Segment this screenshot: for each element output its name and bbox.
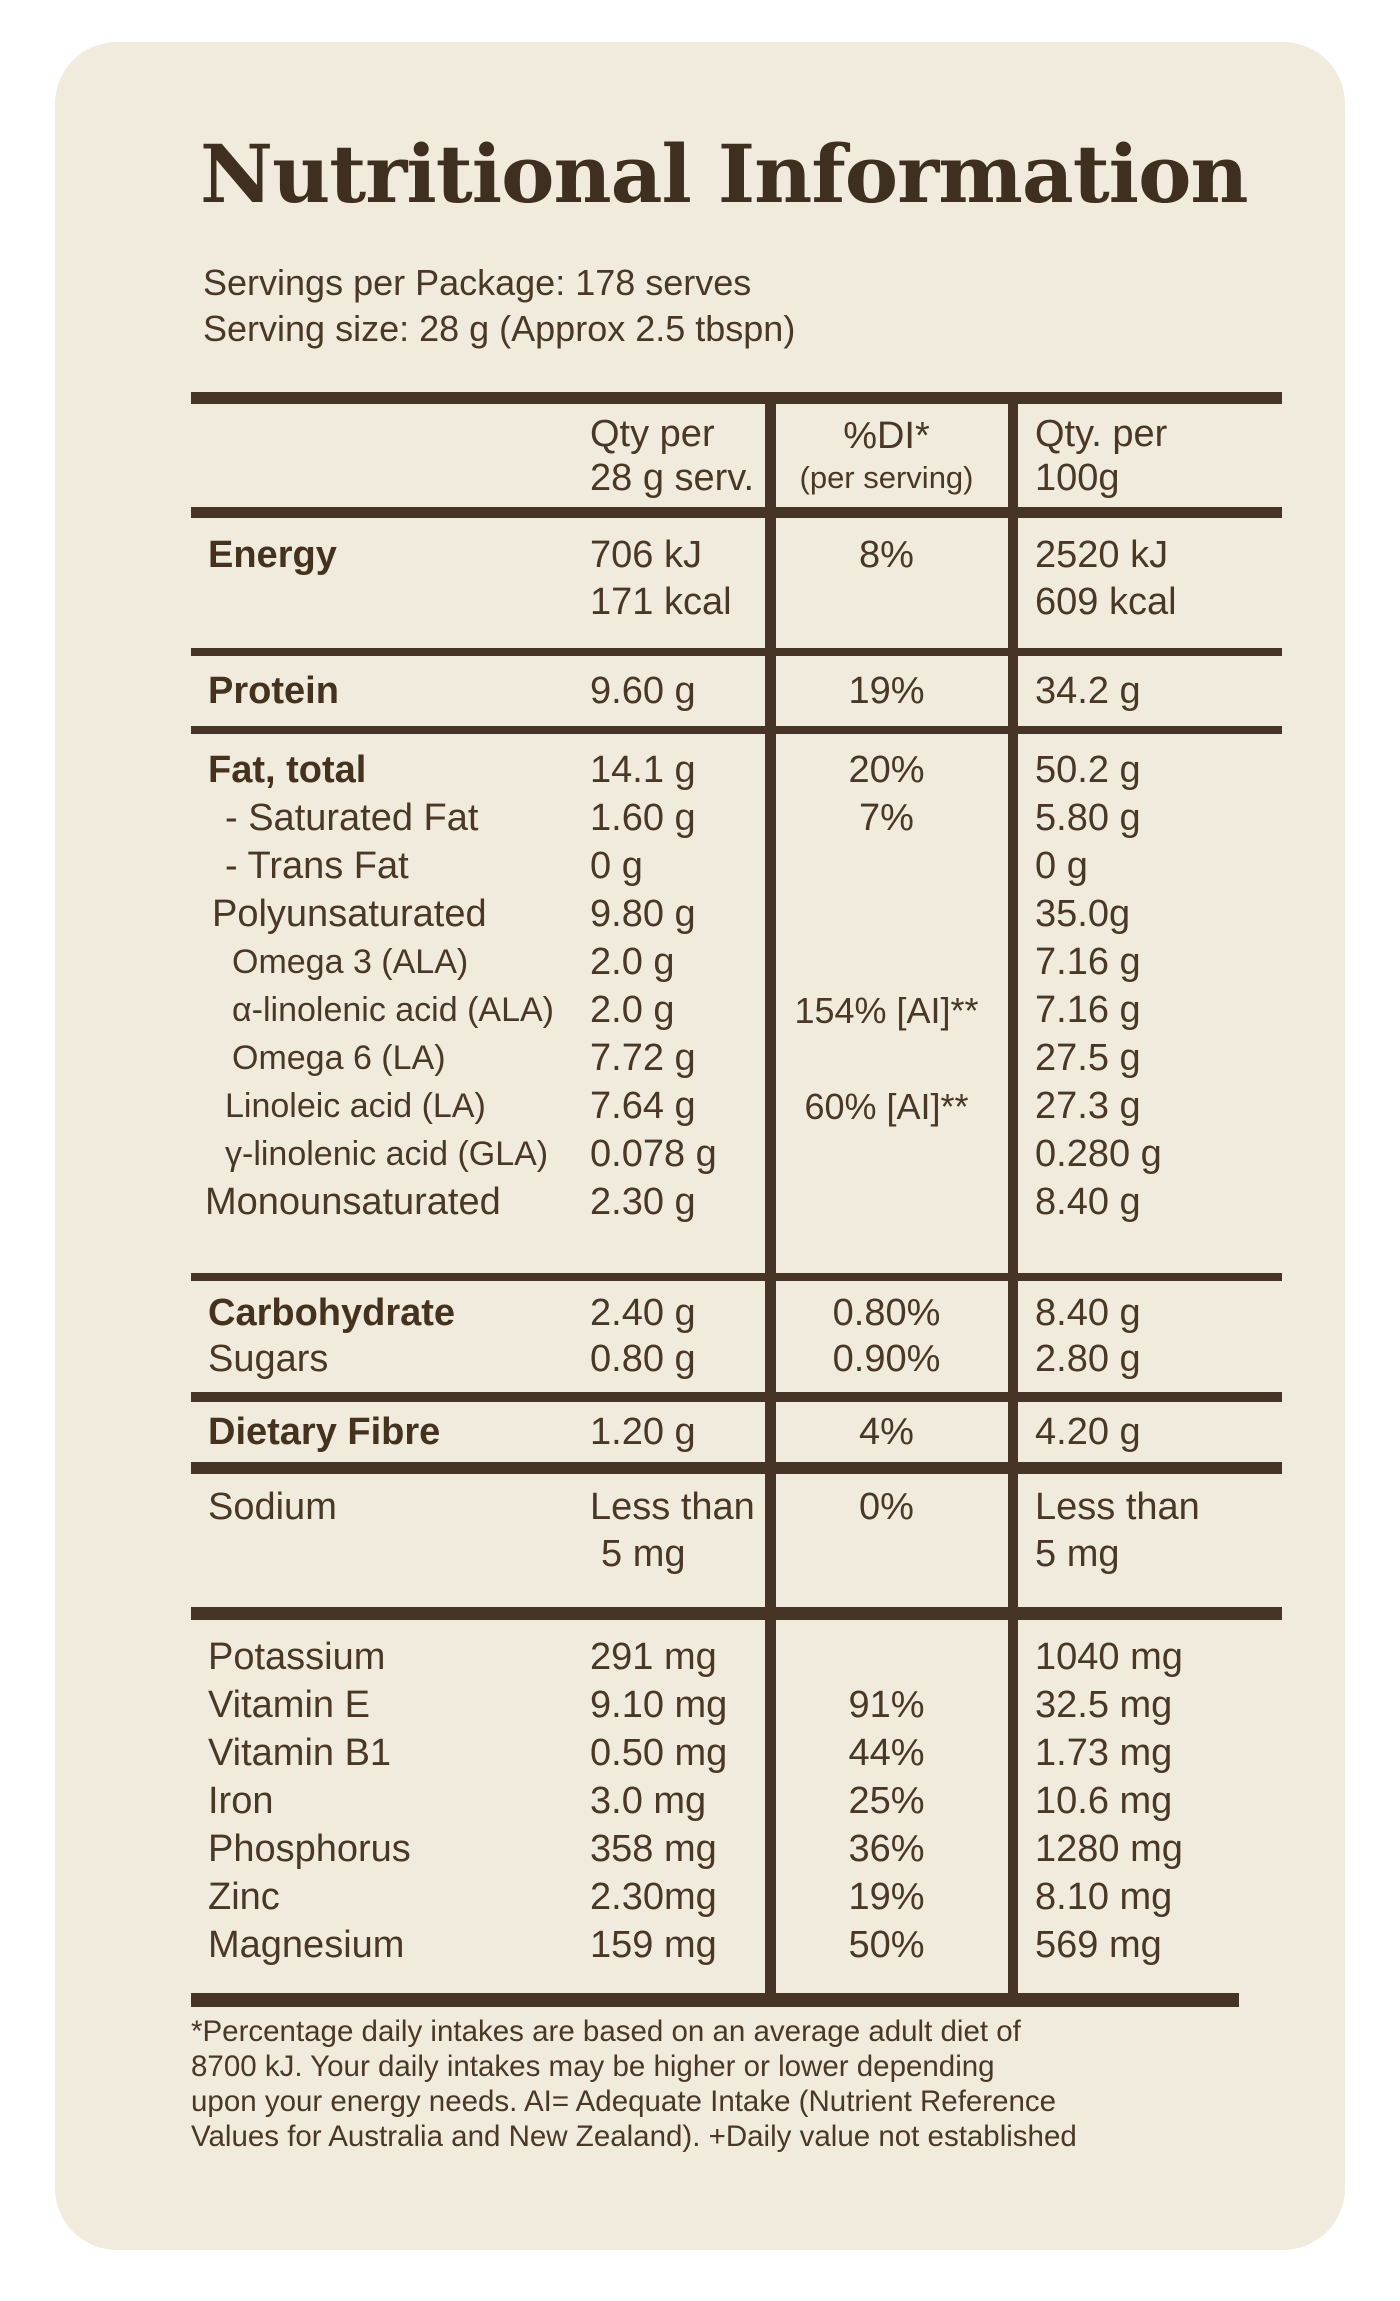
row-saturated-fat: - Saturated Fat 1.60 g 7% 5.80 g (225, 796, 1141, 839)
rule-below-sodium (191, 1607, 1282, 1620)
serving-size: Serving size: 28 g (Approx 2.5 tbspn) (203, 308, 796, 349)
row-monounsaturated: Monounsaturated 2.30 g 8.40 g (205, 1180, 1141, 1223)
sodium-qty: Less than 5 mg (590, 1486, 755, 1575)
header-di: %DI* (per serving) (799, 414, 974, 495)
rule-below-fat (191, 1273, 1282, 1281)
row-phosphorus: Phosphorus 358 mg 36% 1280 mg (208, 1827, 1183, 1870)
footnote-line-3: upon your energy needs. AI= Adequate Intake (Nutrient Reference (191, 2085, 1057, 2118)
page-title: Nutritional Information (200, 127, 1248, 221)
rule-below-header (191, 507, 1282, 518)
fat-section (191, 734, 1282, 1273)
row-sodium: Sodium Less than 5 mg 0% Less than 5 mg (191, 1474, 1282, 1607)
row-vitamin-b1: Vitamin B1 0.50 mg 44% 1.73 mg (208, 1731, 1173, 1774)
row-fat-total: Fat, total 14.1 g 20% 50.2 g (208, 748, 1141, 791)
row-iron: Iron 3.0 mg 25% 10.6 mg (208, 1779, 1173, 1822)
row-vitamin-e: Vitamin E 9.10 mg 91% 32.5 mg (208, 1683, 1173, 1726)
row-potassium: Potassium 291 mg 1040 mg (208, 1635, 1183, 1678)
rule-below-carbohydrate (191, 1392, 1282, 1402)
carbohydrate-section (191, 1281, 1282, 1392)
header-qty-per-serve: Qty per 28 g serv. (590, 412, 755, 499)
nutrition-label-card (55, 42, 1345, 2250)
row-alpha-linolenic-acid: α-linolenic acid (ALA) 2.0 g 154% [AI]** 7.16 g (232, 988, 1141, 1031)
header-qty-per-100g: Qty. per 100g (1035, 412, 1168, 499)
rule-below-fibre (191, 1462, 1282, 1474)
row-polyunsaturated: Polyunsaturated 9.80 g 35.0g (212, 892, 1131, 935)
row-energy: Energy 706 kJ 171 kcal 8% 2520 kJ 609 kcal (191, 518, 1282, 648)
servings-per-package: Servings per Package: 178 serves (203, 262, 752, 303)
row-trans-fat: - Trans Fat 0 g 0 g (225, 844, 1088, 887)
row-protein: Protein 9.60 g 19% 34.2 g (208, 669, 1141, 712)
row-gamma-linolenic-acid: γ-linolenic acid (GLA) 0.078 g 0.280 g (225, 1132, 1162, 1175)
serving-info (203, 260, 795, 352)
footnote-line-1: *Percentage daily intakes are based on an average adult diet of (191, 2015, 1021, 2048)
energy-per100: 2520 kJ 609 kcal (1035, 534, 1177, 623)
rule-top (191, 392, 1282, 404)
footnote (191, 2014, 1281, 2154)
row-zinc: Zinc 2.30mg 19% 8.10 mg (208, 1875, 1173, 1918)
rule-below-protein (191, 726, 1282, 734)
nutrition-table (191, 392, 1282, 2007)
row-sugars: Sugars 0.80 g 0.90% 2.80 g (208, 1338, 1141, 1380)
rule-below-energy (191, 648, 1282, 656)
row-linoleic-acid: Linoleic acid (LA) 7.64 g 60% [AI]** 27.3 g (225, 1084, 1141, 1127)
table-header (191, 404, 1282, 507)
row-carbohydrate: Carbohydrate 2.40 g 0.80% 8.40 g (208, 1292, 1141, 1334)
minerals-section (191, 1620, 1282, 1993)
row-magnesium: Magnesium 159 mg 50% 569 mg (208, 1923, 1162, 1966)
row-omega-6: Omega 6 (LA) 7.72 g 27.5 g (232, 1036, 1141, 1079)
energy-qty: 706 kJ 171 kcal (590, 534, 732, 623)
footnote-line-2: 8700 kJ. Your daily intakes may be higher or lower depending (191, 2050, 995, 2083)
row-omega-3: Omega 3 (ALA) 2.0 g 7.16 g (232, 940, 1141, 983)
row-dietary-fibre: Dietary Fibre 1.20 g 4% 4.20 g (208, 1410, 1141, 1453)
sodium-per100: Less than 5 mg (1035, 1486, 1200, 1575)
footnote-line-4: Values for Australia and New Zealand). +Daily value not established (191, 2120, 1077, 2153)
rule-bottom (191, 1993, 1239, 2007)
